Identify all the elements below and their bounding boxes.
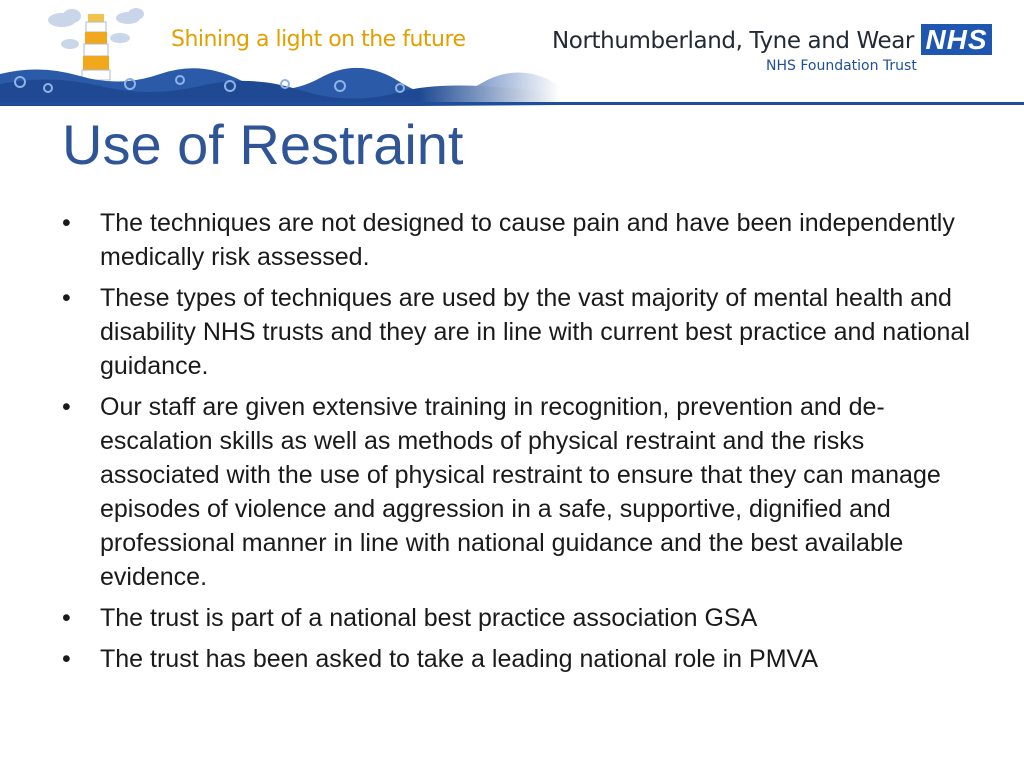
- nhs-logo: NHS: [921, 24, 992, 55]
- bullet-item: [62, 390, 972, 594]
- header-divider: [0, 102, 1024, 105]
- bullet-item: [62, 601, 972, 635]
- bullet-text: Our staff are given extensive training in recognition, prevention and de-escalation skills as well as methods of physical restraint and the risks associated with the use of physical restraint to ensure that they can manage episodes of violence and aggression in a safe, supportive, dignified and professional manner in line with national guidance and the best available evidence.: [100, 393, 941, 591]
- bullet-item: [62, 281, 972, 383]
- trust-name: Northumberland, Tyne and Wear: [552, 28, 914, 54]
- lighthouse-banner-art: [0, 0, 560, 106]
- slide-header: [0, 0, 1024, 106]
- bullet-dot-icon: •: [62, 604, 71, 632]
- bullet-text: The trust is part of a national best practice association GSA: [100, 604, 758, 632]
- slide-title: Use of Restraint: [62, 113, 464, 176]
- header-tagline: Shining a light on the future: [171, 27, 466, 52]
- trust-subtitle: NHS Foundation Trust: [766, 58, 917, 74]
- bullet-dot-icon: •: [62, 393, 71, 421]
- bullet-dot-icon: •: [62, 209, 71, 237]
- bullet-list: [62, 206, 972, 683]
- bullet-text: The trust has been asked to take a leading national role in PMVA: [100, 645, 819, 673]
- bullet-text: The techniques are not designed to cause pain and have been independently medically risk assessed.: [100, 209, 955, 271]
- bullet-text: These types of techniques are used by the vast majority of mental health and disability NHS trusts and they are in line with current best practice and national guidance.: [100, 284, 970, 380]
- bullet-item: [62, 642, 972, 676]
- bullet-dot-icon: •: [62, 284, 71, 312]
- bullet-item: [62, 206, 972, 274]
- bullet-dot-icon: •: [62, 645, 71, 673]
